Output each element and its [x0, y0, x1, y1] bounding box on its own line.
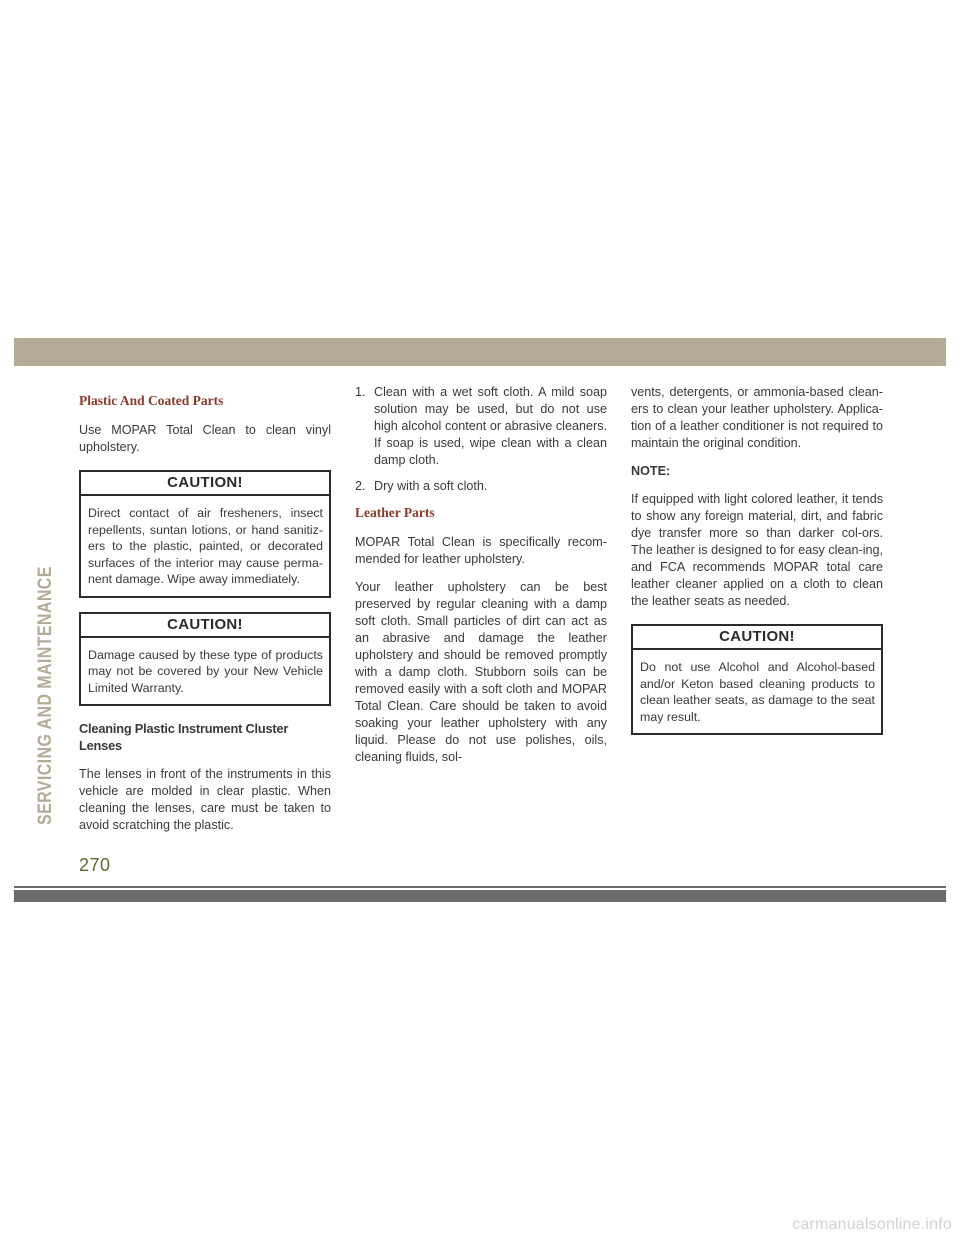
caution-box-air-fresheners: [79, 470, 331, 598]
footer-band: [14, 890, 946, 902]
section-title-plastic: Plastic And Coated Parts: [79, 393, 224, 408]
list-text: Clean with a wet soft cloth. A mild soap solution may be used, but do not use high alcohol content or abrasive cleaners. If soap is used, wipe clean with a clean damp cloth.: [374, 385, 607, 467]
subsection-title-lenses: Cleaning Plastic Instrument Cluster Lenses: [79, 721, 289, 753]
paragraph-intro: Use MOPAR Total Clean to clean vinyl upholstery.: [79, 423, 331, 454]
section-tab: [34, 367, 58, 827]
list-item-step-2: [355, 478, 607, 495]
note-text: If equipped with light colored leather, it tends to show any foreign material, dirt, and fabric dye transfer more so than darker col-ors. The leather is designed to for easy clean-ing, and FCA recommends MOPAR total care leather cleaner applied on a cloth to clean the leather seats as needed.: [631, 492, 883, 608]
caution-box-warranty: [79, 612, 331, 707]
list-text: Dry with a soft cloth.: [374, 479, 488, 493]
caution-box-alcohol: [631, 624, 883, 735]
header-band: [14, 338, 946, 366]
list-number: 1.: [355, 385, 366, 399]
paragraph-leather-care: Your leather upholstery can be best preserved by regular cleaning with a damp soft cloth. Small particles of dirt can act as an abrasive and damage the leather upholstery and should be removed promptly with a damp cloth. Stubborn soils can be removed easily with a soft cloth and MOPAR Total Clean. Care should be taken to avoid soaking your leather upholstery with any liquid. Please do not use polishes, oils, cleaning fluids, sol-: [355, 580, 607, 764]
paragraph-leather-continued: vents, detergents, or ammonia-based clean-ers to clean your leather upholstery. Applica-tion of a leather conditioner is not required to maintain the original condition.: [631, 385, 883, 450]
list-item-step-1: [355, 384, 607, 469]
column-middle: [355, 384, 607, 777]
paragraph-leather-intro: MOPAR Total Clean is specifically recom-mended for leather upholstery.: [355, 535, 607, 566]
caution-text: Direct contact of air fresheners, insect repellents, suntan lotions, or hand sanitiz-ers to the plastic, painted, or decorated surfaces of the interior may cause perma-nent damage. Wipe away immediately.: [88, 506, 323, 586]
caution-heading: CAUTION!: [633, 626, 881, 650]
page-number: 270: [79, 855, 111, 875]
note-label: NOTE:: [631, 464, 671, 478]
caution-text: Do not use Alcohol and Alcohol-based and/or Keton based cleaning products to clean leather seats, as damage to the seat may result.: [640, 660, 875, 724]
watermark-text: carmanualsonline.info: [792, 1216, 952, 1233]
section-tab-label: SERVICING AND MAINTENANCE: [35, 566, 56, 825]
caution-heading: CAUTION!: [81, 472, 329, 496]
footer-rule: [14, 886, 946, 888]
column-left: [79, 384, 331, 845]
section-title-leather: Leather Parts: [355, 505, 435, 520]
caution-heading: CAUTION!: [81, 614, 329, 638]
caution-text: Damage caused by these type of products may not be covered by your New Vehicle Limited Warranty.: [88, 647, 323, 695]
column-right: [631, 384, 883, 749]
paragraph-lenses: The lenses in front of the instruments in this vehicle are molded in clear plastic. When cleaning the lenses, care must be taken to avoid scratching the plastic.: [79, 767, 331, 832]
list-number: 2.: [355, 479, 366, 493]
